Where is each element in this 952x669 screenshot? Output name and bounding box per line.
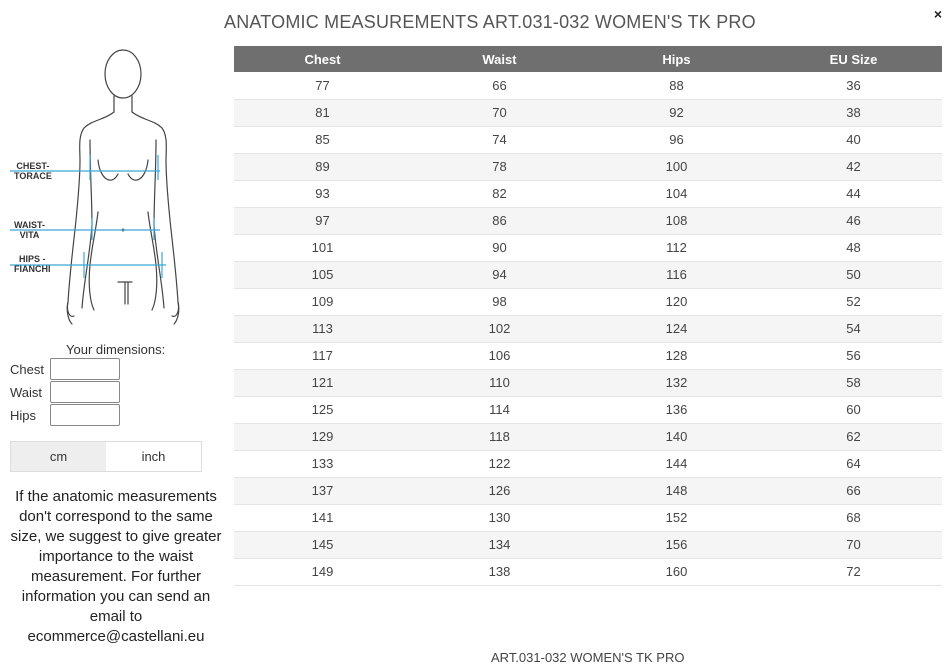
chest-dimension-row [10, 358, 120, 380]
table-row [234, 126, 942, 153]
table-row [234, 477, 942, 504]
table-cell-waist: 106 [411, 342, 588, 369]
hips-input[interactable] [50, 404, 120, 426]
table-cell-eu-size: 68 [765, 504, 942, 531]
table-cell-eu-size: 62 [765, 423, 942, 450]
table-cell-waist: 102 [411, 315, 588, 342]
table-cell-waist: 110 [411, 369, 588, 396]
chest-input-label: Chest [10, 361, 44, 377]
table-cell-waist: 118 [411, 423, 588, 450]
table-row [234, 288, 942, 315]
table-cell-chest: 85 [234, 126, 411, 153]
hips-input-label: Hips [10, 407, 37, 423]
table-row [234, 423, 942, 450]
unit-cm-button[interactable]: cm [11, 442, 106, 471]
table-cell-hips: 148 [588, 477, 765, 504]
table-cell-waist: 74 [411, 126, 588, 153]
table-cell-hips: 92 [588, 99, 765, 126]
table-cell-waist: 70 [411, 99, 588, 126]
table-cell-chest: 101 [234, 234, 411, 261]
table-cell-hips: 88 [588, 72, 765, 99]
table-cell-eu-size: 40 [765, 126, 942, 153]
table-cell-eu-size: 36 [765, 72, 942, 99]
table-cell-chest: 145 [234, 531, 411, 558]
waist-figure-label: WAIST- VITA [14, 220, 45, 240]
table-cell-eu-size: 70 [765, 531, 942, 558]
column-header-waist: Waist [411, 46, 588, 72]
size-table-body [234, 72, 942, 585]
table-cell-waist: 66 [411, 72, 588, 99]
table-row [234, 396, 942, 423]
table-cell-eu-size: 54 [765, 315, 942, 342]
table-cell-hips: 128 [588, 342, 765, 369]
table-cell-chest: 89 [234, 153, 411, 180]
body-figure [8, 40, 188, 330]
table-cell-chest: 133 [234, 450, 411, 477]
your-dimensions-title: Your dimensions: [66, 342, 166, 357]
table-cell-waist: 114 [411, 396, 588, 423]
table-cell-hips: 152 [588, 504, 765, 531]
table-cell-hips: 100 [588, 153, 765, 180]
column-header-chest: Chest [234, 46, 411, 72]
table-cell-chest: 109 [234, 288, 411, 315]
table-cell-waist: 138 [411, 558, 588, 585]
table-cell-eu-size: 56 [765, 342, 942, 369]
table-row [234, 153, 942, 180]
table-cell-hips: 160 [588, 558, 765, 585]
table-cell-waist: 78 [411, 153, 588, 180]
body-outline-illustration [8, 40, 188, 330]
table-row [234, 450, 942, 477]
table-cell-hips: 156 [588, 531, 765, 558]
table-cell-eu-size: 66 [765, 477, 942, 504]
table-row [234, 531, 942, 558]
table-cell-eu-size: 50 [765, 261, 942, 288]
table-row [234, 342, 942, 369]
unit-toggle [10, 441, 202, 472]
table-cell-chest: 93 [234, 180, 411, 207]
modal-title: ANATOMIC MEASUREMENTS ART.031-032 WOMEN'S TK PRO [224, 12, 756, 32]
close-icon[interactable]: × [933, 6, 942, 22]
table-cell-hips: 144 [588, 450, 765, 477]
table-cell-hips: 124 [588, 315, 765, 342]
footer-article-label: ART.031-032 WOMEN'S TK PRO [491, 650, 685, 665]
table-cell-eu-size: 38 [765, 99, 942, 126]
table-row [234, 99, 942, 126]
column-header-eu-size: EU Size [765, 46, 942, 72]
waist-input[interactable] [50, 381, 120, 403]
table-cell-hips: 108 [588, 207, 765, 234]
table-cell-waist: 122 [411, 450, 588, 477]
table-cell-chest: 125 [234, 396, 411, 423]
table-row [234, 558, 942, 585]
chest-figure-label: CHEST- TORACE [14, 161, 52, 181]
table-cell-eu-size: 60 [765, 396, 942, 423]
hips-dimension-row [10, 404, 120, 426]
table-cell-hips: 132 [588, 369, 765, 396]
table-row [234, 72, 942, 99]
table-cell-eu-size: 52 [765, 288, 942, 315]
table-cell-chest: 105 [234, 261, 411, 288]
table-cell-chest: 129 [234, 423, 411, 450]
table-cell-waist: 130 [411, 504, 588, 531]
table-cell-hips: 116 [588, 261, 765, 288]
table-row [234, 207, 942, 234]
waist-input-label: Waist [10, 384, 43, 400]
table-cell-hips: 136 [588, 396, 765, 423]
table-cell-chest: 141 [234, 504, 411, 531]
hips-figure-label: HIPS - FIANCHI [14, 254, 51, 274]
table-cell-chest: 121 [234, 369, 411, 396]
table-cell-hips: 120 [588, 288, 765, 315]
table-cell-waist: 98 [411, 288, 588, 315]
table-cell-eu-size: 58 [765, 369, 942, 396]
table-row [234, 234, 942, 261]
table-header-row [234, 46, 942, 72]
table-cell-eu-size: 42 [765, 153, 942, 180]
column-header-hips: Hips [588, 46, 765, 72]
table-row [234, 315, 942, 342]
table-cell-chest: 113 [234, 315, 411, 342]
table-cell-chest: 77 [234, 72, 411, 99]
table-cell-hips: 112 [588, 234, 765, 261]
chest-input[interactable] [50, 358, 120, 380]
table-cell-chest: 81 [234, 99, 411, 126]
table-cell-waist: 126 [411, 477, 588, 504]
table-cell-chest: 117 [234, 342, 411, 369]
measurement-advice-note: If the anatomic measurements don't correspond to the same size, we suggest to give greater importance to the waist measurement. For further information you can send an email to ecommerce@castellani.eu [10, 488, 222, 645]
table-cell-chest: 149 [234, 558, 411, 585]
table-cell-eu-size: 44 [765, 180, 942, 207]
table-cell-waist: 94 [411, 261, 588, 288]
waist-dimension-row [10, 381, 120, 403]
table-cell-hips: 96 [588, 126, 765, 153]
table-row [234, 180, 942, 207]
table-cell-chest: 137 [234, 477, 411, 504]
table-cell-eu-size: 46 [765, 207, 942, 234]
table-row [234, 261, 942, 288]
table-row [234, 504, 942, 531]
table-cell-eu-size: 64 [765, 450, 942, 477]
unit-inch-button[interactable]: inch [141, 449, 166, 464]
table-cell-eu-size: 72 [765, 558, 942, 585]
table-cell-waist: 134 [411, 531, 588, 558]
table-cell-waist: 82 [411, 180, 588, 207]
table-cell-hips: 104 [588, 180, 765, 207]
size-table [234, 46, 942, 586]
table-cell-hips: 140 [588, 423, 765, 450]
table-cell-waist: 86 [411, 207, 588, 234]
table-row [234, 369, 942, 396]
table-cell-chest: 97 [234, 207, 411, 234]
table-cell-eu-size: 48 [765, 234, 942, 261]
table-cell-waist: 90 [411, 234, 588, 261]
